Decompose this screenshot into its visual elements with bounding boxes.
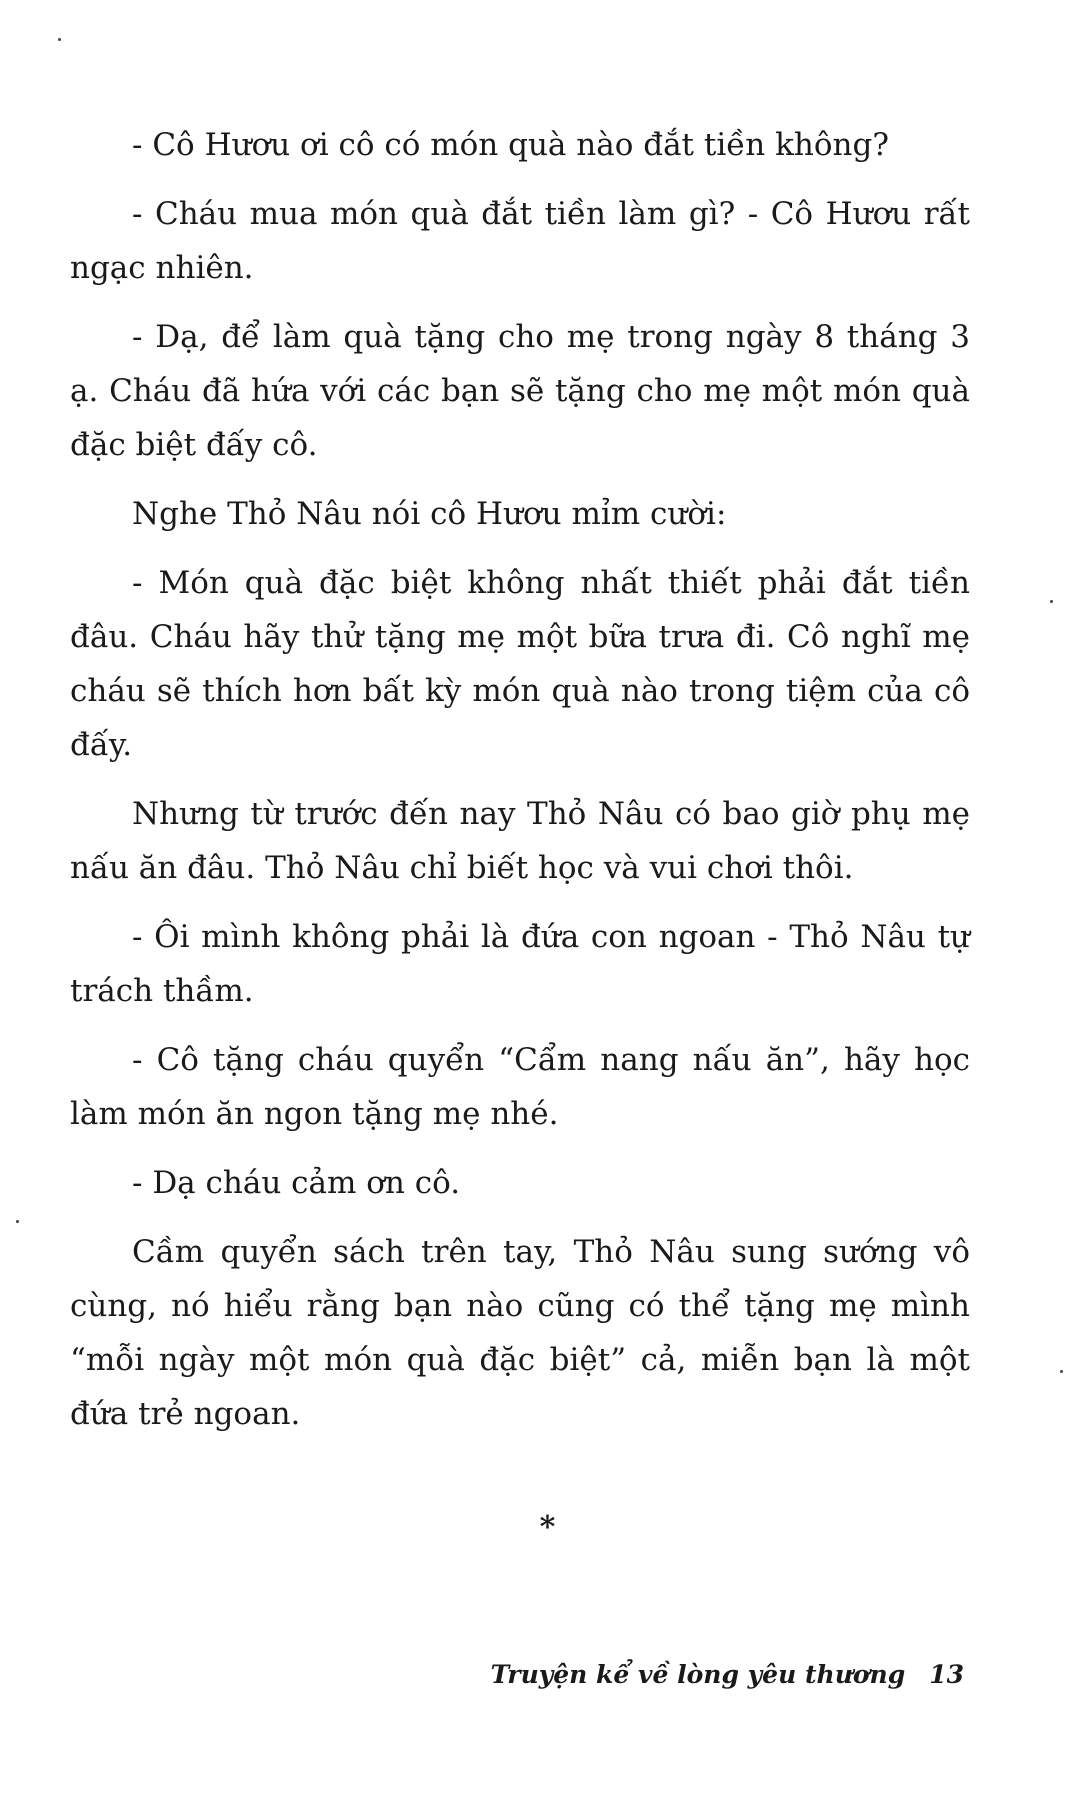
scan-speck [58, 38, 61, 41]
scan-speck [1060, 1370, 1063, 1373]
page-number: 13 [929, 1660, 964, 1689]
paragraph-7: - Ôi mình không phải là đứa con ngoan - Thỏ Nâu tự trách thầm. [70, 919, 970, 1009]
paragraph-1: - Cô Hươu ơi cô có món quà nào đắt tiền không? [132, 127, 889, 163]
paragraph-10: Cầm quyển sách trên tay, Thỏ Nâu sung sướng vô cùng, nó hiểu rằng bạn nào cũng có thể tặng mẹ mình “mỗi ngày một món quà đặc biệt” cả, miễn bạn là một đứa trẻ ngoan. [70, 1234, 970, 1432]
scan-speck [16, 1220, 19, 1223]
book-title: Truyện kể về lòng yêu thương [490, 1660, 906, 1689]
paragraph-6: Nhưng từ trước đến nay Thỏ Nâu có bao giờ phụ mẹ nấu ăn đâu. Thỏ Nâu chỉ biết học và vui chơi thôi. [70, 796, 970, 886]
scan-speck [1050, 600, 1053, 603]
paragraph-3: - Dạ, để làm quà tặng cho mẹ trong ngày 8 tháng 3 ạ. Cháu đã hứa với các bạn sẽ tặng cho mẹ một món quà đặc biệt đấy cô. [70, 319, 970, 463]
story-text [70, 118, 970, 1456]
paragraph-2: - Cháu mua món quà đắt tiền làm gì? - Cô Hươu rất ngạc nhiên. [70, 196, 970, 286]
page-footer [491, 1660, 964, 1689]
paragraph-9: - Dạ cháu cảm ơn cô. [132, 1165, 461, 1201]
section-separator: * [539, 1510, 556, 1545]
paragraph-8: - Cô tặng cháu quyển “Cẩm nang nấu ăn”, hãy học làm món ăn ngon tặng mẹ nhé. [70, 1042, 970, 1132]
paragraph-4: Nghe Thỏ Nâu nói cô Hươu mỉm cười: [132, 496, 727, 532]
paragraph-5: - Món quà đặc biệt không nhất thiết phải đắt tiền đâu. Cháu hãy thử tặng mẹ một bữa trưa đi. Cô nghĩ mẹ cháu sẽ thích hơn bất kỳ món quà nào trong tiệm của cô đấy. [70, 565, 970, 763]
